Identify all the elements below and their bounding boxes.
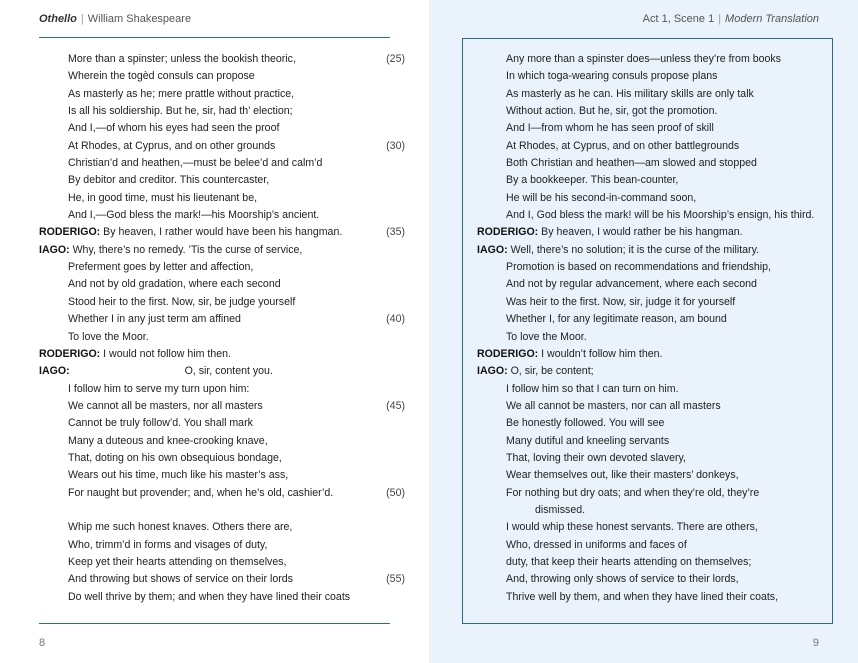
verse-line — [39, 329, 409, 346]
verse-text: Many dutiful and kneeling servants — [506, 434, 670, 447]
verse-line-content — [477, 521, 758, 533]
verse-line — [39, 467, 409, 484]
verse-line — [477, 172, 837, 189]
verse-line-content — [477, 70, 717, 82]
verse-text: As masterly as he; mere prattle without practice, — [68, 87, 295, 100]
verse-line-content — [39, 417, 253, 429]
verse-line-content — [477, 417, 664, 429]
verse-line — [477, 138, 837, 155]
line-number: (35) — [386, 226, 405, 239]
verse-text: Well, there’s no solution; it is the curse of the military. — [510, 243, 760, 256]
header-separator: | — [718, 13, 722, 25]
verse-line — [477, 502, 837, 519]
verse-line-content — [39, 452, 282, 464]
verse-line — [477, 467, 837, 484]
verse-line-content — [39, 539, 267, 551]
verse-line — [39, 381, 409, 398]
line-number: (45) — [386, 399, 405, 412]
verse-line — [477, 589, 837, 606]
verse-text: And not by old gradation, where each second — [68, 278, 281, 291]
verse-line-content — [477, 261, 771, 273]
verse-text: I follow him so that I can turn on him. — [506, 382, 679, 395]
verse-line-content — [39, 435, 268, 447]
verse-line — [39, 138, 409, 155]
verse-line — [477, 190, 837, 207]
speaker-name: IAGO: — [477, 243, 508, 256]
verse-text: Whip me such honest knaves. Others there are, — [68, 521, 293, 534]
verse-line — [39, 502, 409, 519]
verse-text: I would whip these honest servants. There are others, — [506, 521, 758, 534]
verse-line — [477, 224, 837, 241]
verse-line-content — [39, 157, 322, 169]
verse-text: He, in good time, must his lieutenant be, — [68, 191, 258, 204]
verse-line-content — [39, 88, 294, 100]
verse-text: Keep yet their hearts attending on themselves, — [68, 555, 287, 568]
verse-line — [477, 86, 837, 103]
verse-line — [477, 311, 837, 328]
speaker-name: IAGO: — [39, 365, 70, 378]
verse-line-content — [39, 313, 241, 325]
verse-line-content — [477, 88, 754, 100]
verse-line-content — [39, 244, 302, 256]
verse-line-content — [39, 209, 319, 221]
verse-line — [39, 86, 409, 103]
verse-line — [39, 224, 409, 241]
verse-text: Stood heir to the first. Now, sir, be judge yourself — [68, 295, 296, 308]
verse-line — [477, 207, 837, 224]
verse-text: And throwing but shows of service on their lords — [68, 573, 293, 586]
verse-text: By debitor and creditor. This countercaster, — [68, 174, 270, 187]
verse-line — [39, 120, 409, 137]
verse-line — [477, 329, 837, 346]
verse-text: I wouldn’t follow him then. — [541, 347, 663, 360]
line-number: (40) — [386, 313, 405, 326]
verse-text: dismissed. — [535, 503, 586, 516]
verse-text: More than a spinster; unless the bookish theoric, — [68, 53, 296, 65]
verse-line — [39, 311, 409, 328]
verse-text: Christian’d and heathen,—must be belee’d and calm’d — [68, 157, 323, 170]
verse-line-content — [477, 331, 587, 343]
verse-line-content — [39, 521, 292, 533]
verse-line-content — [477, 174, 678, 186]
verse-text: Was heir to the first. Now, sir, judge it for yourself — [506, 295, 736, 308]
verse-line-content — [477, 383, 679, 395]
verse-text: And not by regular advancement, where each second — [506, 278, 757, 291]
verse-text: Is all his soldiership. But he, sir, had th’ election; — [68, 105, 293, 118]
speaker-name: IAGO: — [477, 365, 508, 378]
verse-line-content — [39, 70, 255, 82]
verse-text: In which toga-wearing consuls propose plans — [506, 70, 718, 83]
verse-line — [477, 120, 837, 137]
verse-text: He will be his second-in-command soon, — [506, 191, 697, 204]
verse-text: For naught but provender; and, when he’s old, cashier’d. — [68, 486, 334, 499]
verse-text: duty, that keep their hearts attending on themselves; — [506, 555, 752, 568]
line-number: (55) — [386, 573, 405, 586]
verse-line — [477, 346, 837, 363]
translation-label: Modern Translation — [725, 13, 819, 25]
line-number: (50) — [386, 486, 405, 499]
verse-text: And I, God bless the mark! will be his Moorship’s ensign, his third. — [506, 209, 815, 222]
verse-line — [39, 415, 409, 432]
verse-line — [39, 346, 409, 363]
verse-text: We cannot all be masters, nor all masters — [68, 399, 263, 412]
verse-line — [477, 433, 837, 450]
verse-text: Preferment goes by letter and affection, — [68, 261, 254, 274]
verse-line — [477, 537, 837, 554]
verse-line-content — [477, 296, 735, 308]
verse-text: Cannot be truly follow’d. You shall mark — [68, 417, 253, 430]
verse-text: Whether I, for any legitimate reason, am bound — [506, 313, 727, 326]
verse-text: And I,—God bless the mark!—his Moorship’s ancient. — [68, 209, 320, 222]
left-running-header — [39, 13, 191, 25]
verse-text: To love the Moor. — [506, 330, 587, 343]
verse-line-content — [477, 365, 594, 377]
verse-line — [39, 190, 409, 207]
verse-text: Who, trimm’d in forms and visages of duty, — [68, 538, 268, 551]
verse-text: I would not follow him then. — [103, 347, 231, 360]
speaker-name: RODERIGO: — [39, 347, 101, 360]
verse-text: That, doting on his own obsequious bondage, — [68, 451, 282, 464]
verse-line-content — [39, 278, 281, 290]
verse-text: Wears out his time, much like his master’s ass, — [68, 469, 289, 482]
verse-line-content — [477, 105, 717, 117]
verse-line — [39, 51, 409, 68]
verse-text: At Rhodes, at Cyprus, and on other grounds — [68, 139, 276, 152]
original-text — [39, 51, 409, 606]
verse-line-content — [477, 244, 759, 256]
verse-text: O, sir, content you. — [184, 365, 273, 378]
verse-line — [477, 103, 837, 120]
verse-line-content — [477, 140, 739, 152]
verse-line — [477, 415, 837, 432]
verse-line-content — [39, 348, 231, 360]
verse-text: Both Christian and heathen—am slowed and stopped — [506, 157, 757, 170]
verse-line — [39, 172, 409, 189]
verse-text: Wear themselves out, like their masters’ donkeys, — [506, 469, 739, 482]
verse-line — [477, 51, 837, 68]
verse-line-content — [39, 400, 263, 412]
speaker-name: RODERIGO: — [477, 347, 539, 360]
scene-label: Act 1, Scene 1 — [642, 13, 715, 25]
verse-line-content — [39, 53, 296, 65]
verse-line — [477, 294, 837, 311]
verse-text: And I,—of whom his eyes had seen the proof — [68, 122, 280, 135]
verse-line-content — [477, 278, 757, 290]
verse-text: Why, there’s no remedy. ’Tis the curse of service, — [72, 243, 303, 256]
verse-line-content — [477, 226, 743, 238]
verse-text: By a bookkeeper. This bean-counter, — [506, 174, 679, 187]
verse-line-content — [477, 348, 662, 360]
verse-text: By heaven, I rather would have been his hangman. — [103, 226, 343, 239]
verse-text: Do well thrive by them; and when they have lined their coats — [68, 590, 351, 603]
verse-line-content — [477, 556, 751, 568]
verse-line-content — [477, 452, 686, 464]
right-page — [429, 0, 858, 663]
verse-text: At Rhodes, at Cyprus, and on other battlegrounds — [506, 139, 740, 152]
verse-line — [477, 259, 837, 276]
verse-line — [39, 589, 409, 606]
verse-line — [39, 485, 409, 502]
verse-line-content — [39, 591, 350, 603]
verse-line-content — [39, 296, 295, 308]
verse-text: Who, dressed in uniforms and faces of — [506, 538, 687, 551]
verse-line-content — [39, 105, 293, 117]
author-name: William Shakespeare — [87, 13, 192, 25]
verse-text: Wherein the togèd consuls can propose — [68, 70, 255, 83]
verse-line — [39, 103, 409, 120]
verse-line-content — [477, 122, 714, 134]
verse-line-content — [477, 313, 727, 325]
verse-line-content — [477, 157, 757, 169]
verse-text: As masterly as he can. His military skills are only talk — [506, 87, 754, 100]
modern-text — [477, 51, 837, 606]
verse-line-content — [39, 469, 288, 481]
verse-text: Promotion is based on recommendations and friendship, — [506, 261, 771, 274]
verse-line — [39, 398, 409, 415]
verse-line — [477, 519, 837, 536]
verse-line-content — [477, 400, 721, 412]
verse-line — [39, 276, 409, 293]
speaker-name: IAGO: — [39, 243, 70, 256]
verse-text: And, throwing only shows of service to their lords, — [506, 573, 739, 586]
verse-text: We all cannot be masters, nor can all masters — [506, 399, 721, 412]
verse-text: Be honestly followed. You will see — [506, 417, 665, 430]
verse-text: Many a duteous and knee-crooking knave, — [68, 434, 268, 447]
verse-line — [39, 554, 409, 571]
verse-line — [39, 242, 409, 259]
top-divider — [39, 37, 390, 38]
verse-line — [477, 571, 837, 588]
verse-line-content — [39, 140, 275, 152]
verse-text: To love the Moor. — [68, 330, 149, 343]
line-number: (25) — [386, 53, 405, 65]
play-title: Othello — [39, 13, 77, 25]
verse-line — [477, 155, 837, 172]
verse-line — [477, 242, 837, 259]
verse-text: Thrive well by them, and when they have lined their coats, — [506, 590, 779, 603]
speaker-name: RODERIGO: — [477, 226, 539, 239]
verse-line-content — [39, 174, 269, 186]
verse-line — [477, 485, 837, 502]
verse-text: Without action. But he, sir, got the promotion. — [506, 105, 718, 118]
verse-line-content — [477, 539, 687, 551]
verse-line — [39, 571, 409, 588]
verse-line — [477, 450, 837, 467]
verse-line-content — [39, 383, 249, 395]
verse-line — [477, 276, 837, 293]
verse-line — [39, 450, 409, 467]
verse-line-content — [477, 435, 669, 447]
verse-line-content — [39, 504, 68, 516]
verse-line-content — [477, 504, 585, 516]
verse-line — [477, 381, 837, 398]
verse-line-content — [477, 209, 814, 221]
right-running-header — [643, 13, 819, 25]
verse-line — [39, 363, 409, 380]
verse-line-content — [477, 487, 759, 499]
verse-text: O, sir, be content; — [510, 365, 594, 378]
left-page-number: 8 — [39, 637, 46, 649]
verse-line-content — [39, 487, 333, 499]
verse-text: For nothing but dry oats; and when they’re old, they’re — [506, 486, 760, 499]
verse-line — [39, 294, 409, 311]
verse-line-content — [39, 331, 149, 343]
verse-line-content — [477, 591, 778, 603]
verse-line — [39, 537, 409, 554]
bottom-divider — [39, 623, 390, 624]
verse-line-content — [39, 226, 342, 238]
verse-line — [39, 519, 409, 536]
verse-line — [39, 207, 409, 224]
verse-line — [477, 363, 837, 380]
verse-line — [477, 68, 837, 85]
verse-line-content — [39, 573, 293, 585]
verse-line-content — [477, 53, 781, 65]
verse-line-content — [39, 122, 279, 134]
right-page-number: 9 — [812, 637, 819, 649]
verse-line — [477, 398, 837, 415]
speaker-name: RODERIGO: — [39, 226, 101, 239]
verse-line-content — [39, 556, 286, 568]
verse-line-content — [39, 365, 273, 377]
line-number: (30) — [386, 139, 405, 152]
verse-line — [39, 155, 409, 172]
verse-text: And I—from whom he has seen proof of skill — [506, 122, 714, 135]
verse-text: By heaven, I would rather be his hangman. — [541, 226, 743, 239]
verse-text: I follow him to serve my turn upon him: — [68, 382, 250, 395]
verse-line — [39, 259, 409, 276]
verse-line-content — [477, 469, 739, 481]
verse-line — [39, 433, 409, 450]
verse-line-content — [39, 192, 257, 204]
verse-line — [477, 554, 837, 571]
verse-line — [39, 68, 409, 85]
verse-line-content — [39, 261, 253, 273]
verse-text: That, loving their own devoted slavery, — [506, 451, 686, 464]
verse-text: Any more than a spinster does—unless they’re from books — [506, 53, 781, 65]
verse-line-content — [477, 192, 696, 204]
header-separator: | — [80, 13, 84, 25]
verse-line-content — [477, 573, 739, 585]
verse-text: Whether I in any just term am affined — [68, 313, 241, 326]
